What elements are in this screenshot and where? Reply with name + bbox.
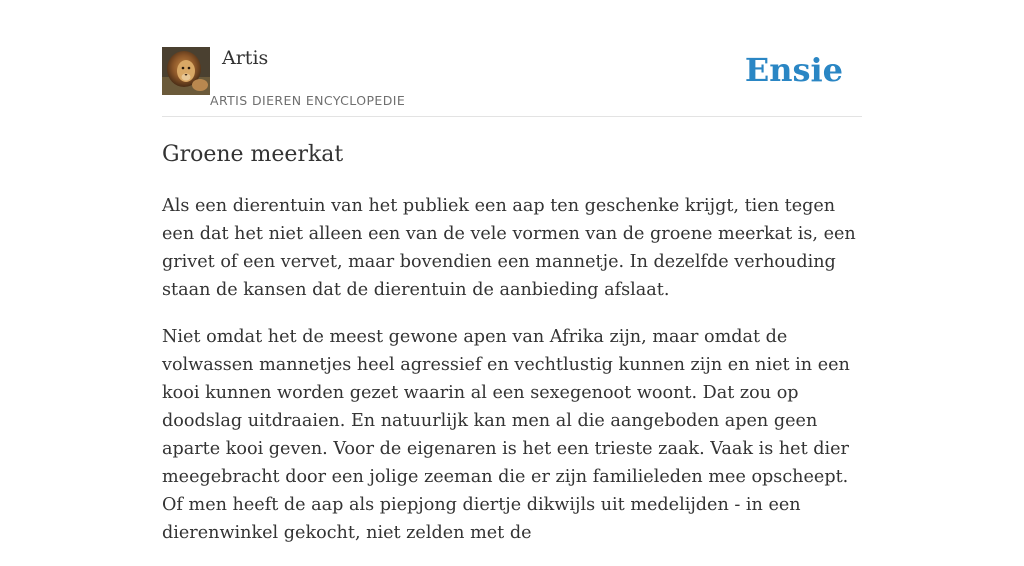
paragraph-1: Als een dierentuin van het publiek een aap ten geschenke krijgt, tien tegen een dat het niet alleen een van de vele vormen van de groene meerkat is, een grivet of een vervet, maar bovendien een mannetje. In dezelfde verhouding staan de kansen dat de dierentuin de aanbieding afslaat. [162, 196, 856, 300]
lion-avatar-icon[interactable] [162, 47, 210, 95]
article-body [162, 192, 864, 566]
source-header [162, 46, 862, 117]
source-name-link[interactable]: Artis [222, 47, 269, 69]
source-subtitle: ARTIS DIEREN ENCYCLOPEDIE [210, 93, 406, 108]
ensie-logo[interactable]: Ensie [744, 51, 843, 89]
article-title: Groene meerkat [162, 142, 344, 167]
paragraph-2: Niet omdat het de meest gewone apen van Afrika zijn, maar omdat de volwassen mannetjes heel agressief en vechtlustig kunnen zijn en niet in een kooi kunnen worden gezet waarin al een sexegenoot woont. Dat zou op doodslag uitdraaien. En natuurlijk kan men al die aangeboden apen geen aparte kooi geven. Voor de eigenaren is het een trieste zaak. Vaak is het dier meegebracht door een jolige zeeman die er zijn familieleden mee opscheept. Of men heeft de aap als piepjong diertje dikwijls uit medelijden - in een dierenwinkel gekocht, niet zelden met de [162, 327, 850, 543]
